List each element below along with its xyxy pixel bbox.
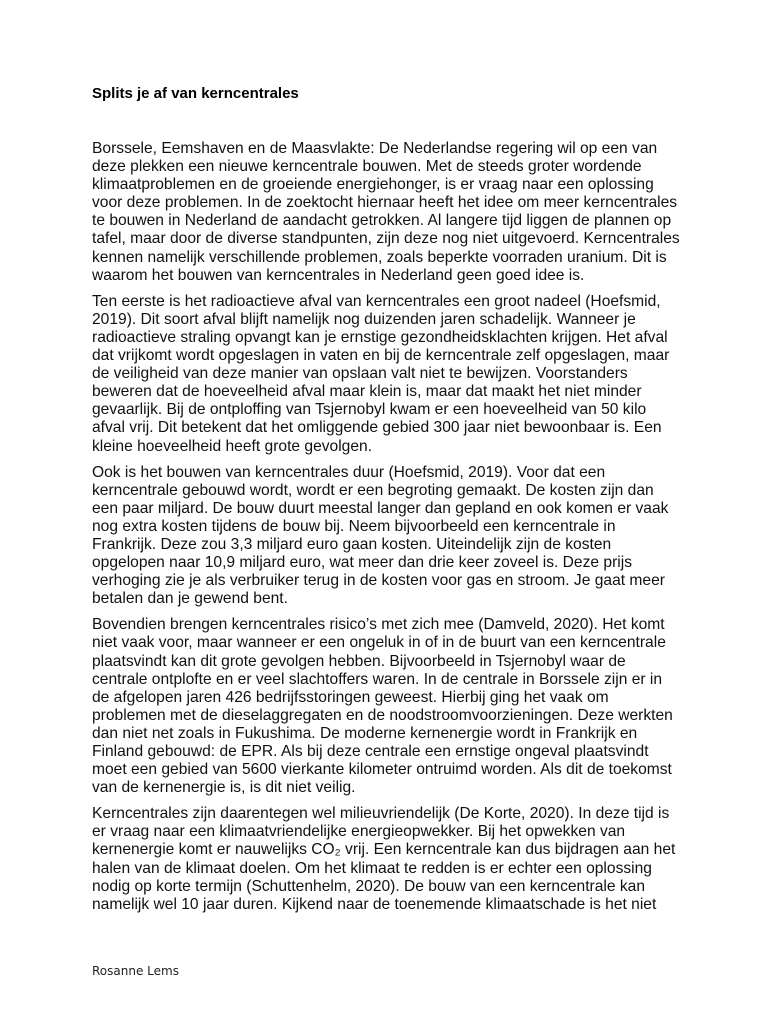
text-line: dat vrijkomt wordt opgeslagen in vaten en bij de kerncentrale zelf opgeslagen, maar <box>92 347 670 365</box>
document-title: Splits je af van kerncentrales <box>92 85 299 102</box>
text-line: een paar miljard. De bouw duurt meestal langer dan gepland en ook komen er vaak <box>92 499 669 517</box>
text-line: nog extra kosten tijdens de bouw bij. Neem bijvoorbeeld een kerncentrale in <box>92 517 616 535</box>
text-line: moet een gebied van 5600 vierkante kilometer ontruimd worden. Als dit de toekomst <box>92 761 672 779</box>
text-line: Kerncentrales zijn daarentegen wel milieuvriendelijk (De Korte, 2020). In deze tijd is <box>92 805 670 823</box>
text-line: betalen dan je gewend bent. <box>92 590 288 608</box>
footer-author: Rosanne Lems <box>92 964 179 978</box>
text-line: Ook is het bouwen van kerncentrales duur (Hoefsmid, 2019). Voor dat een <box>92 463 606 481</box>
paragraph <box>92 805 682 914</box>
text-line: Borssele, Eemshaven en de Maasvlakte: De Nederlandse regering wil op een van <box>92 140 658 157</box>
text-line: dan niet net zoals in Fukushima. De moderne kernenergie wordt in Frankrijk en <box>92 724 638 742</box>
text-line: niet vaak voor, maar wanneer er een ongeluk in of in de buurt van een kerncentrale <box>92 634 666 652</box>
text-line: kerncentrale gebouwd wordt, wordt er een begroting gemaakt. De kosten zijn dan <box>92 481 654 499</box>
text-line: kleine hoeveelheid heeft grote gevolgen. <box>92 437 373 455</box>
text-line: nodig op korte termijn (Schuttenhelm, 2020). De bouw van een kerncentrale kan <box>92 877 646 895</box>
text-line: radioactieve straling opvangt kan je ernstige gezondheidsklachten krijgen. Het afval <box>92 328 668 346</box>
text-line: van de kernenergie is, is dit niet veilig. <box>92 779 356 797</box>
text-line: gevaarlijk. Bij de ontploffing van Tsjernobyl kwam er een hoeveelheid van 50 kilo <box>92 401 647 419</box>
text-line: tafel, maar door de diverse standpunten, zijn deze nog niet uitgevoerd. Kerncentrales <box>92 230 680 248</box>
text-line: problemen met de dieselaggregaten en de noodstroomvoorzieningen. Deze werkten <box>92 706 673 724</box>
text-line: afval vrij. Dit betekent dat het omliggende gebied 300 jaar niet bewoonbaar is. Een <box>92 419 662 437</box>
text-line: opgelopen naar 10,9 miljard euro, wat meer dan drie keer zoveel is. Deze prijs <box>92 554 633 572</box>
text-line: centrale ontplofte en er veel slachtoffers waren. In de centrale in Borssele zijn er in <box>92 670 663 688</box>
text-line: halen van de klimaat doelen. Om het klimaat te redden is er echter een oplossing <box>92 859 652 877</box>
text-line: er vraag naar een klimaatvriendelijke energieopwekker. Bij het opwekken van <box>92 823 626 841</box>
text-line: Ten eerste is het radioactieve afval van kerncentrales een groot nadeel (Hoefsmid, <box>92 292 661 310</box>
text-line: Frankrijk. Deze zou 3,3 miljard euro gaan kosten. Uiteindelijk zijn de kosten <box>92 535 612 553</box>
text-line: kennen namelijk verschillende problemen, zoals beperkte voorraden uranium. Dit is <box>92 248 667 266</box>
text-line: te bouwen in Nederland de aandacht getrokken. Al langere tijd liggen de plannen op <box>92 212 672 230</box>
text-line: deze plekken een nieuwe kerncentrale bouwen. Met de steeds groter wordende <box>92 158 642 176</box>
text-line: waarom het bouwen van kerncentrales in Nederland geen goed idee is. <box>92 266 585 284</box>
text-line: verhoging zie je als verbruiker terug in de kosten voor gas en stroom. Je gaat meer <box>92 572 665 590</box>
paragraph <box>92 464 682 609</box>
text-line: voor deze problemen. In de zoektocht hiernaar heeft het idee om meer kerncentrales <box>92 194 678 212</box>
text-line: beweren dat de hoeveelheid afval maar klein is, maar dat maakt het niet minder <box>92 383 642 401</box>
paragraph <box>92 616 682 797</box>
text-line: plaatsvindt kan dit grote gevolgen hebben. Bijvoorbeeld in Tsjernobyl waar de <box>92 652 626 670</box>
paragraph <box>92 293 682 456</box>
text-line: de veiligheid van deze manier van opslaan valt niet te bewijzen. Voorstanders <box>92 365 628 383</box>
text-line: 2019). Dit soort afval blijft namelijk nog duizenden jaren schadelijk. Wanneer je <box>92 310 636 328</box>
text-line: de afgelopen jaren 426 bedrijfsstoringen geweest. Hierbij ging het vaak om <box>92 688 609 706</box>
paragraph <box>92 140 682 285</box>
text-line: Bovendien brengen kerncentrales risico’s met zich mee (Damveld, 2020). Het komt <box>92 616 665 634</box>
text-line: Finland gebouwd: de EPR. Als bij deze centrale een ernstige ongeval plaatsvindt <box>92 743 649 760</box>
text-line: kernenergie komt er nauwelijks CO₂ vrij. Een kerncentrale kan dus bijdragen aan het <box>92 841 676 859</box>
document-body <box>92 140 682 922</box>
text-line: klimaatproblemen en de groeiende energiehonger, is er vraag naar een oplossing <box>92 176 654 194</box>
text-line: namelijk wel 10 jaar duren. Kijkend naar de toenemende klimaatschade is het niet <box>92 895 657 913</box>
